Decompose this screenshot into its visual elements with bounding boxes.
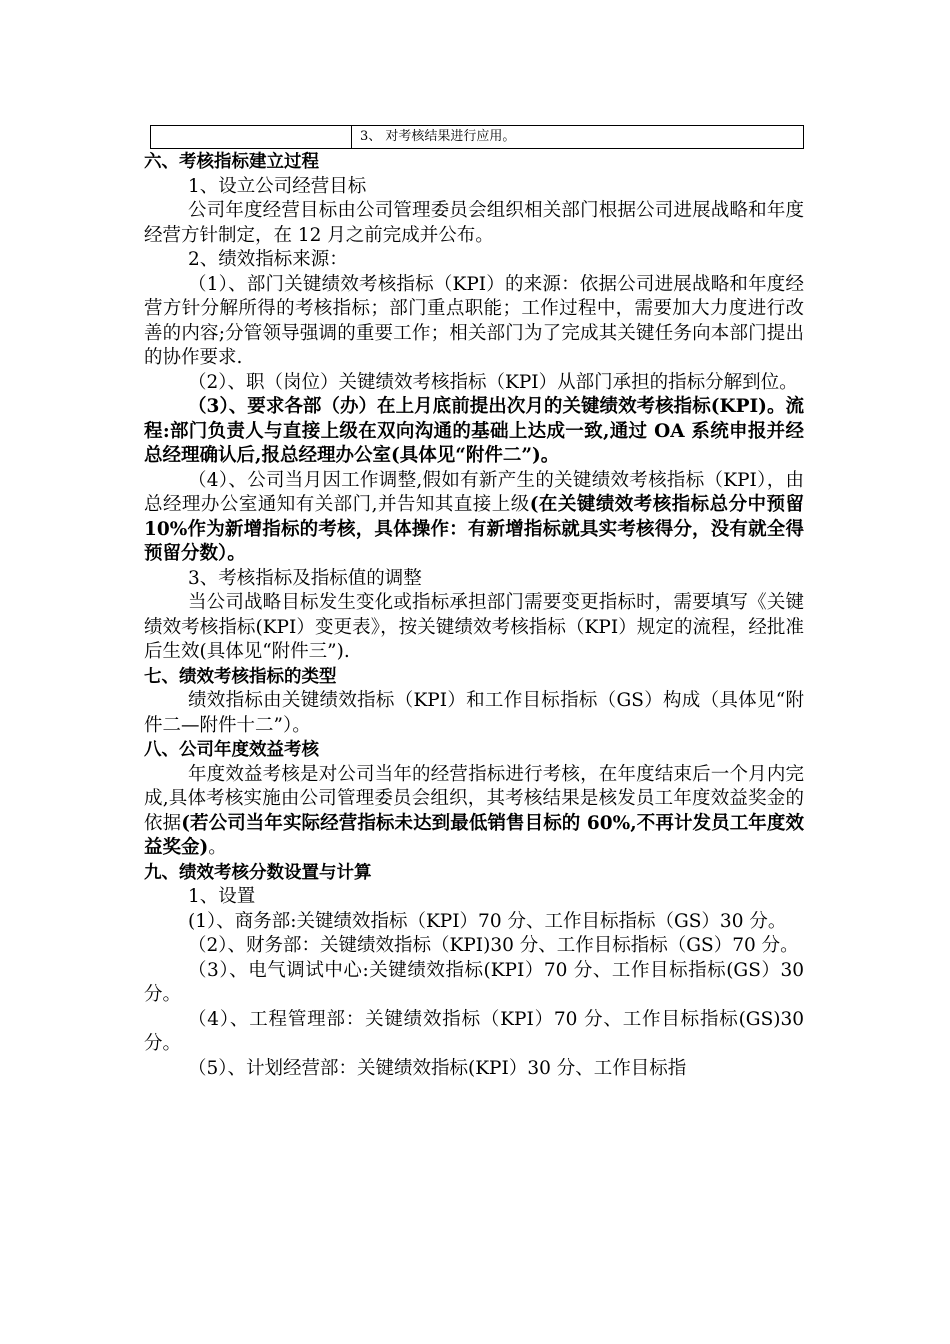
paragraph-text: 年度效益考核是对公司当年的经营指标进行考核，在年度结束后一个月内完成,具体考核实施由公司管理委员会组织，其考核结果是核发员工年度效益奖金的依据: [144, 763, 804, 834]
table-row: [150, 125, 804, 149]
paragraph: [144, 1008, 804, 1057]
paragraph-text: （2）、财务部：关键绩效指标（KPI)30 分、工作目标指标（GS）70 分。: [188, 935, 799, 956]
paragraph-text: （3）、要求各部（办）在上月底前提出次月的关键绩效考核指标(KPI)。流程:部门负责人与直接上级在双向沟通的基础上达成一致,通过 OA 系统申报并经总经理确认后,报总经理办公室(具体见“附件二”)。: [144, 396, 804, 466]
paragraph-text: 公司年度经营目标由公司管理委员会组织相关部门根据公司进展战略和年度经营方针制定，在 12 月之前完成并公布。: [144, 200, 804, 246]
paragraph: [144, 371, 804, 396]
paragraph: [144, 934, 804, 959]
paragraph-text: （3）、电气调试中心:关键绩效指标(KPI）70 分、工作目标指标(GS）30 分。: [144, 959, 804, 1005]
paragraph: [144, 567, 804, 592]
section-heading: [144, 861, 804, 886]
paragraph: [144, 273, 804, 371]
paragraph-text: 绩效指标由关键绩效指标（KPI）和工作目标指标（GS）构成（具体见“附件二—附件十二”）。: [144, 690, 804, 736]
paragraph-text: 七、绩效考核指标的类型: [144, 666, 337, 687]
paragraph-text: （2）、职（岗位）关键绩效考核指标（KPI）从部门承担的指标分解到位。: [188, 371, 798, 393]
paragraph-bold-text: (在关键绩效考核指标总分中预留 10%作为新增指标的考核，具体操作：有新增指标就具实考核得分，没有就全得预留分数）。: [144, 494, 804, 564]
paragraph: [144, 175, 804, 200]
paragraph-text: （4）、公司当月因工作调整,假如有新产生的关键绩效考核指标（KPI），由总经理办公室通知有关部门,并告知其直接上级: [144, 469, 804, 515]
paragraph: [144, 469, 804, 567]
paragraph-text: 六、考核指标建立过程: [144, 152, 319, 172]
paragraph-text: （5）、计划经营部：关键绩效指标(KPI）30 分、工作目标指: [188, 1057, 687, 1079]
paragraph: [144, 763, 804, 861]
paragraph-text: 1、设置: [188, 886, 256, 907]
section-heading: [144, 665, 804, 690]
paragraph-tail-text: 。: [208, 837, 227, 858]
paragraph: [144, 689, 804, 738]
paragraph: [144, 885, 804, 910]
paragraph-text: (1）、商务部:关键绩效指标（KPI）70 分、工作目标指标（GS）30 分。: [188, 910, 787, 932]
paragraph-bold-text: (若公司当年实际经营指标未达到最低销售目标的 60%,不再计发员工年度效益奖金): [144, 812, 804, 858]
paragraph-text: 当公司战略目标发生变化或指标承担部门需要变更指标时，需要填写《关键绩效考核指标(KPI）变更表》，按关键绩效考核指标（KPI）规定的流程，经批准后生效(具体见“附件三”).: [144, 592, 804, 662]
table-cell-right: 3、 对考核结果进行应用。: [360, 129, 516, 144]
paragraph-text: 九、绩效考核分数设置与计算: [144, 862, 372, 883]
paragraph: [144, 248, 804, 273]
paragraph-text: 2、绩效指标来源：: [188, 249, 348, 270]
paragraph: [144, 199, 804, 248]
paragraph-text: 八、公司年度效益考核: [144, 740, 319, 760]
section-heading: [144, 150, 804, 175]
document-body: [144, 150, 804, 1081]
table-cell-left: [151, 126, 352, 148]
paragraph: [144, 591, 804, 665]
paragraph: [144, 959, 804, 1008]
paragraph: [144, 395, 804, 469]
paragraph: [144, 910, 804, 935]
section-heading: [144, 738, 804, 763]
paragraph: [144, 1057, 804, 1082]
paragraph-text: （1）、部门关键绩效考核指标（KPI）的来源：依据公司进展战略和年度经营方针分解所得的考核指标；部门重点职能；工作过程中，需要加大力度进行改善的内容;分管领导强调的重要工作；相关部门为了完成其关键任务向本部门提出的协作要求.: [144, 273, 804, 368]
paragraph-text: （4）、工程管理部：关键绩效指标（KPI）70 分、工作目标指标(GS)30 分。: [144, 1008, 804, 1054]
paragraph-text: 1、设立公司经营目标: [188, 175, 367, 197]
paragraph-text: 3、考核指标及指标值的调整: [188, 567, 422, 589]
